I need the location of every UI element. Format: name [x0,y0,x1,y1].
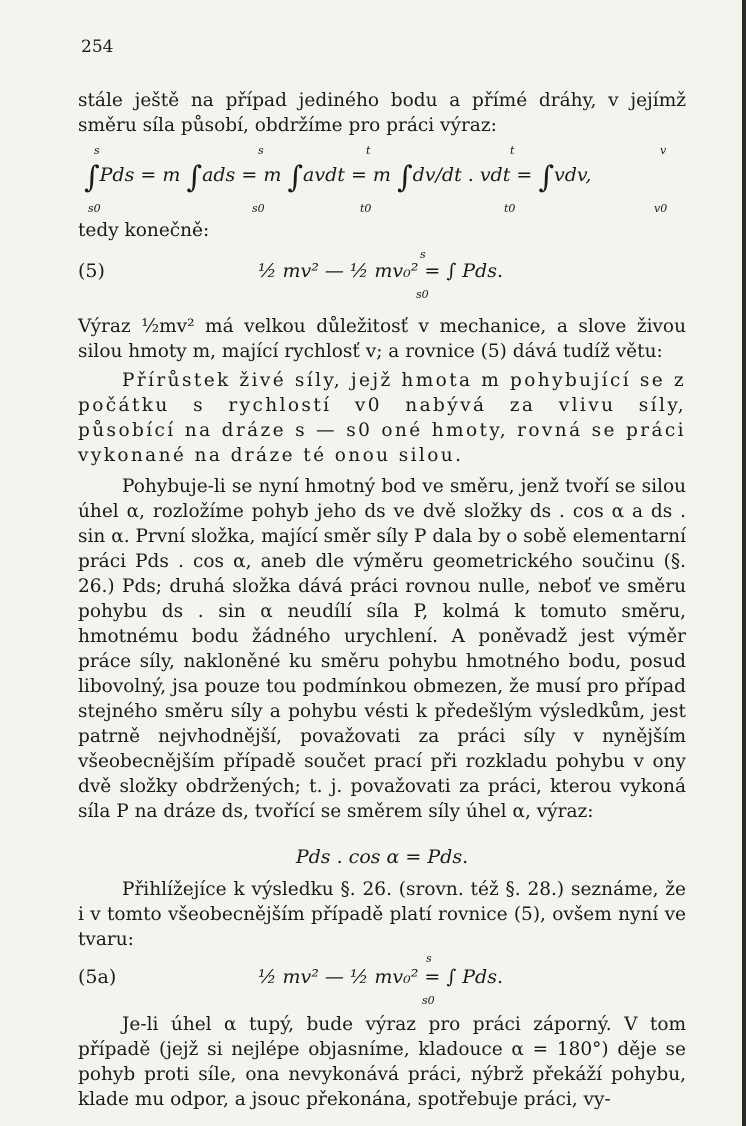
eq1-term4: dv/dt . vdt [412,164,511,186]
eq5a-limit-upper: s [426,952,432,965]
eq1-limit-upper-v: v [660,144,667,157]
eq1-term3: avdt [303,164,345,186]
eq1-limit-upper-s-2: s [258,144,264,157]
equation-5a-body: ½ mv² — ½ mv₀² = ∫ Pds. [258,966,504,988]
eq1-term2: ads [202,164,236,186]
equation-work-integral: ∫Pds = m ∫ads = m ∫avdt = m ∫dv/dt . vdt = ∫vdv, s s0 s s0 t t0 t t0 v v0 [84,144,668,215]
paragraph-generalization: Přihlížejíce k výsledku §. 26. (srovn. též §. 28.) seznáme, že i v tomto všeobecnějším případě platí rovnice (5), ovšem nyní ve tvaru: [78,879,686,950]
eq1-limit-lower-v0: v0 [654,202,668,215]
paragraph-live-force: Výraz ½mv² má velkou důležitosť v mechanice, a slove živou silou hmoty m, mající rychlosť v; a rovnice (5) dává tudíž větu: [78,316,686,362]
equation-work-cos: Pds . cos α = Pds. [295,846,469,868]
eq1-limit-upper-s: s [94,144,100,157]
eq1-term5: vdv, [554,164,592,186]
theorem-statement: Přírůstek živé síly, jejž hmota m pohybující se z počátku s rychlostí v0 nabývá za vlivu síly, působící na dráze s — s0 oné hmoty, rovná se práci vykonané na dráze té onou silou. [78,370,686,466]
eq1-eq-a: = m [140,164,181,186]
eq1-limit-upper-t-2: t [510,144,515,157]
eq1-limit-lower-t0-2: t0 [504,202,516,215]
equation-5a [78,952,686,1008]
eq1-limit-lower-t0: t0 [360,202,372,215]
equation-5a-number: (5a) [78,966,117,988]
paragraph-decomposition: Pohybuje-li se nyní hmotný bod ve směru, jenž tvoří se silou úhel α, rozložíme pohyb jeho ds ve dvě složky ds . cos α a ds . sin α. První složka, mající směr síly P dala by o sobě elementarní práci Pds . cos α, aneb dle výměru geometrického součinu (§. 26.) Pds; druhá složka dává práci rovnou nulle, neboť ve směru pohybu ds . sin α neudílí síla P, kolmá k tomuto směru, hmotnému bodu žádného urychlení. A poněvadž jest výměr práce síly, nakloněné ku směru pohybu hmotného bodu, posud libovolný, jsa pouze tou podmínkou obmezen, že musí pro případ stejného směru síly a pohybu vésti k předešlým výsledkům, jest patrně nejvhodnější, považovati za práci síly v nynějším všeobecnějším případě součet prací při rozkladu pohybu v ony dvě složky obdržených; t. j. považovati za práci, kterou vykoná síla P na dráze ds, tvořící se směrem síly úhel α, výraz: [78,476,686,822]
eq1-limit-upper-t: t [366,144,371,157]
page-number: 254 [81,37,114,57]
eq1-lhs: Pds [99,164,135,186]
tedy-konecne: tedy konečně: [78,220,210,241]
eq5-limit-upper: s [420,248,426,261]
eq5-limit-lower: s0 [416,288,429,301]
eq1-eq-d: = [516,164,533,186]
eq1-limit-lower-s0: s0 [88,202,101,215]
eq5a-limit-lower: s0 [422,994,435,1007]
eq1-eq-c: = m [350,164,391,186]
equation-5-number: (5) [78,260,105,282]
page-edge-shadow [742,0,746,1126]
paragraph-obtuse-angle: Je-li úhel α tupý, bude výraz pro práci záporný. V tom případě (jejž si nejlépe objasníme, kladouce α = 180°) děje se pohyb proti síle, ona nevykonává práci, nýbrž překáží pohybu, klade mu odpor, a jsouc překonána, spotřebuje práci, vy- [78,1014,686,1110]
eq1-limit-lower-s0-2: s0 [252,202,265,215]
eq1-eq-b: = m [241,164,282,186]
paragraph-intro: stále ještě na případ jediného bodu a přímé dráhy, v jejímž směru síla působí, obdržíme pro práci výraz: [78,90,686,136]
equation-5 [78,248,686,304]
equation-5-body: ½ mv² — ½ mv₀² = ∫ Pds. [258,260,504,282]
